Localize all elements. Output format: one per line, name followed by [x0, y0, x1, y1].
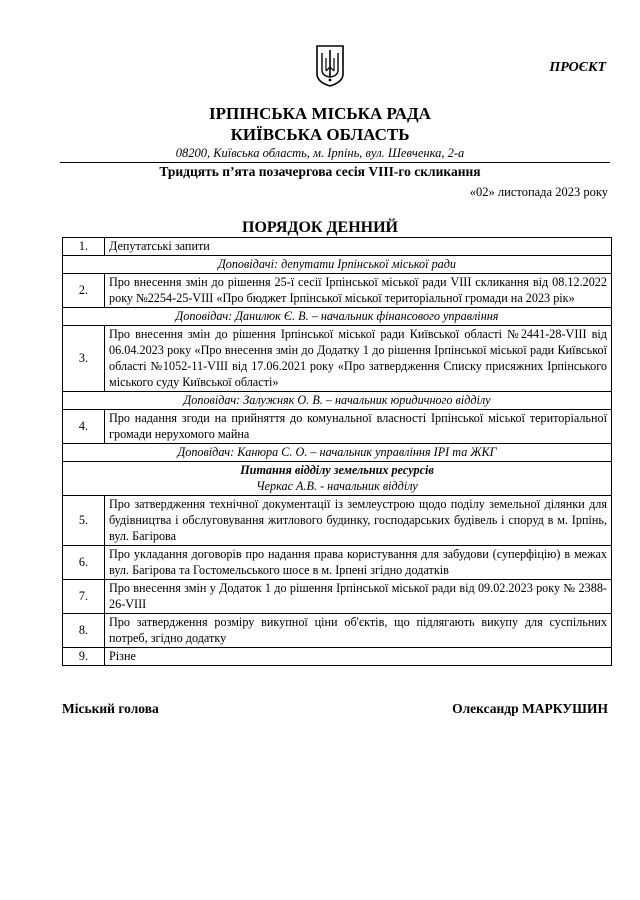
item-number: 9. — [63, 648, 105, 666]
section-title: Питання відділу земельних ресурсів — [240, 463, 434, 477]
agenda-item — [63, 546, 612, 580]
item-text: Депутатські запити — [105, 238, 612, 256]
council-address: 08200, Київська область, м. Ірпінь, вул. Шевченка, 2-а — [175, 146, 465, 160]
agenda-reporter — [63, 444, 612, 462]
agenda-item — [63, 614, 612, 648]
item-text: Різне — [105, 648, 612, 666]
agenda-title: ПОРЯДОК ДЕННИЙ — [242, 219, 398, 236]
agenda-section — [63, 462, 612, 496]
reporter-text: Доповідачі: депутати Ірпінської міської ради — [63, 256, 612, 274]
item-number: 7. — [63, 580, 105, 614]
header-divider — [60, 162, 610, 163]
item-number: 3. — [63, 326, 105, 392]
item-text: Про надання згоди на прийняття до комунальної власності Ірпінської міської територіальної громади нерухомого майна — [105, 410, 612, 444]
agenda-item — [63, 274, 612, 308]
signatory-title: Міський голова — [62, 701, 159, 716]
session-date: «02» листопада 2023 року — [469, 185, 608, 199]
region-name: КИЇВСЬКА ОБЛАСТЬ — [230, 125, 410, 144]
agenda-reporter — [63, 308, 612, 326]
item-text: Про внесення змін у Додаток 1 до рішення Ірпінської міської ради від 09.02.2023 року № 2388-26-VIII — [105, 580, 612, 614]
agenda-reporter — [63, 256, 612, 274]
agenda-item — [63, 496, 612, 546]
signatory-name: Олександр МАРКУШИН — [452, 701, 608, 716]
session-title: Тридцять п’ята позачергова сесія VIII-го скликання — [159, 164, 481, 179]
item-number: 5. — [63, 496, 105, 546]
item-text: Про внесення змін до рішення Ірпінської міської ради Київської області №2441-28-VIII від 06.04.2023 року «Про внесення змін до Додатку 1 до рішення Ірпінської міської ради Київської області №1052-11-VIII від 17.06.2021 року «Про затвердження Списку присяжних Ірпінського міського суду Київської області» — [105, 326, 612, 392]
agenda-item — [63, 648, 612, 666]
reporter-text: Доповідач: Залужняк О. В. – начальник юридичного відділу — [63, 392, 612, 410]
item-text: Про укладання договорів про надання права користування для забудови (суперфіцію) в межах вул. Багірова та Гостомельського шосе в м. Ірпені згідно додатків — [105, 546, 612, 580]
agenda-table — [62, 237, 612, 666]
agenda-item — [63, 410, 612, 444]
item-number: 4. — [63, 410, 105, 444]
item-number: 2. — [63, 274, 105, 308]
section-head: Черкас А.В. - начальник відділу — [256, 479, 418, 493]
item-text: Про внесення змін до рішення 25-ї сесії Ірпінської міської ради VIII скликання від 08.12.2022 року №2254-25-VIII «Про бюджет Ірпінської міської територіальної громади на 2023 рік» — [105, 274, 612, 308]
reporter-text: Доповідач: Данилюк Є. В. – начальник фінансового управління — [63, 308, 612, 326]
draft-label: ПРОЄКТ — [549, 60, 606, 75]
reporter-text: Доповідач: Канюра С. О. – начальник управління ІРІ та ЖКГ — [63, 444, 612, 462]
council-name: ІРПІНСЬКА МІСЬКА РАДА — [209, 104, 431, 123]
item-text: Про затвердження технічної документації із землеустрою щодо поділу земельної ділянки для будівництва і обслуговування житлового будинку, господарських будівель і споруд в м. Ірпінь, вул. Багірова — [105, 496, 612, 546]
item-number: 8. — [63, 614, 105, 648]
agenda-item — [63, 238, 612, 256]
item-text: Про затвердження розміру викупної ціни об'єктів, що підлягають викупу для суспільних потреб, згідно додатку — [105, 614, 612, 648]
coat-of-arms-icon — [315, 44, 345, 88]
agenda-item — [63, 580, 612, 614]
item-number: 6. — [63, 546, 105, 580]
agenda-item — [63, 326, 612, 392]
agenda-reporter — [63, 392, 612, 410]
item-number: 1. — [63, 238, 105, 256]
